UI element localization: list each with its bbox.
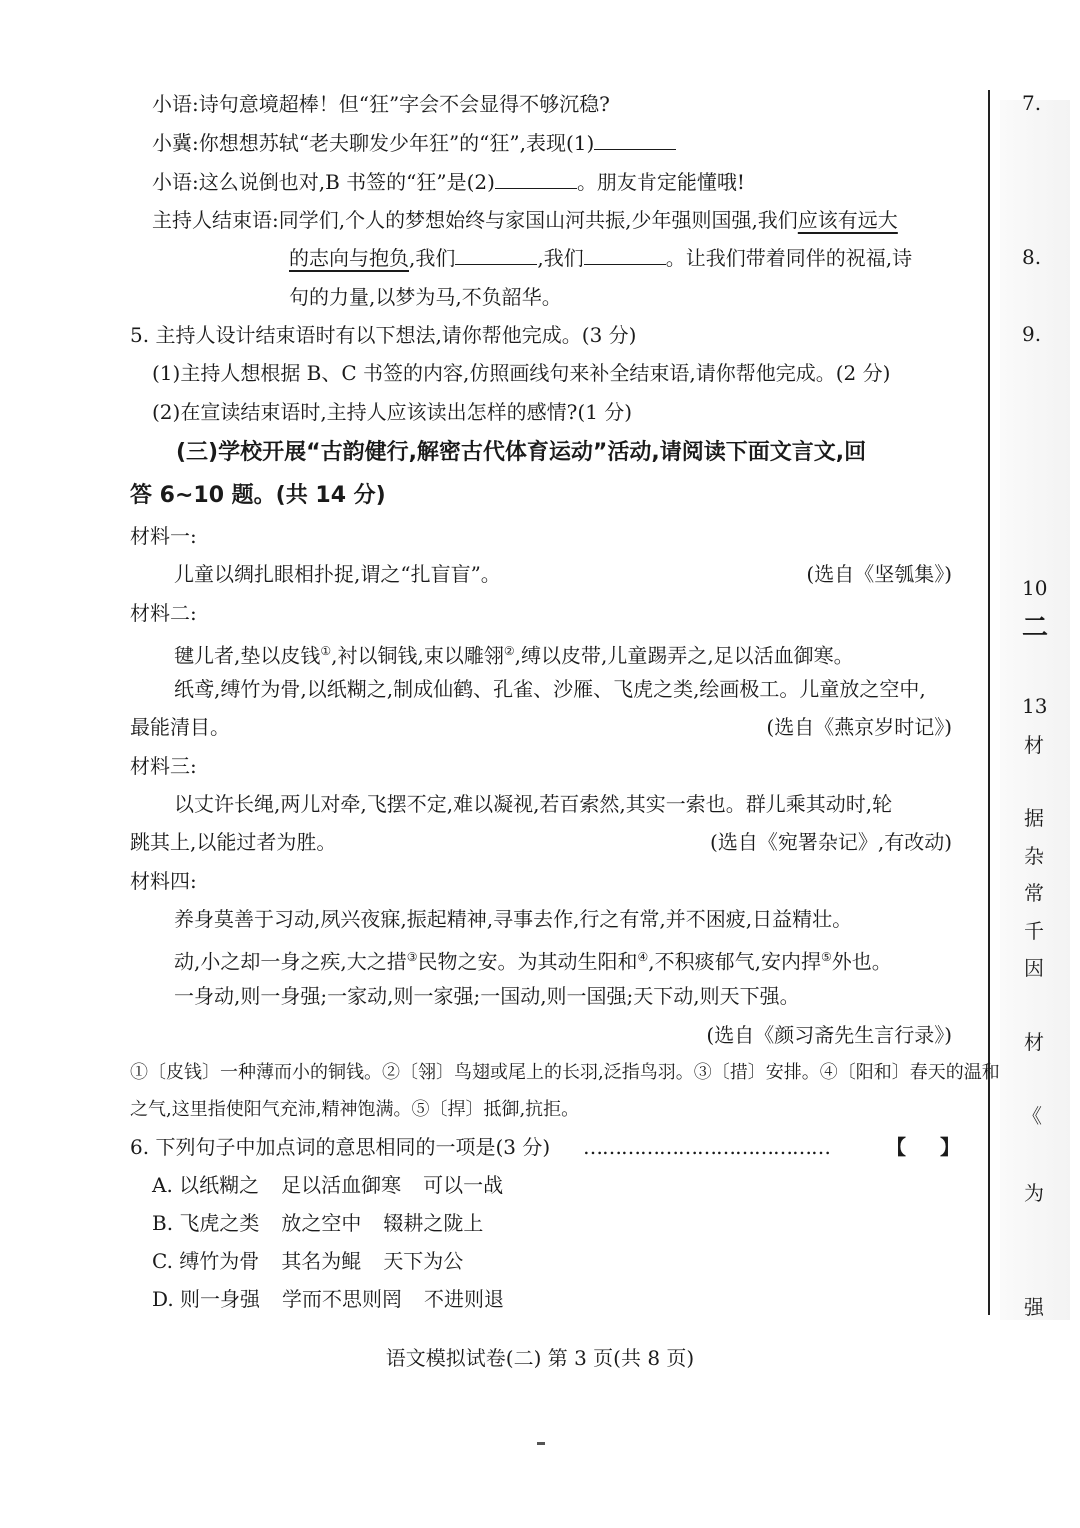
adjacent-char-9: 为 — [1024, 1181, 1044, 1205]
answer-blank-3[interactable] — [455, 244, 537, 265]
adjacent-q10: 10 — [1022, 576, 1048, 600]
material-1-label: 材料一: — [130, 524, 197, 548]
page-footer: 语文模拟试卷(二) 第 3 页(共 8 页) — [385, 1346, 695, 1370]
material-3-label: 材料三: — [130, 754, 197, 778]
answer-bracket-open[interactable]: 【 — [886, 1135, 906, 1159]
option-b-item-2: 放之空中 — [281, 1211, 362, 1235]
adjacent-char-5: 千 — [1024, 919, 1044, 943]
option-c[interactable] — [152, 1247, 463, 1275]
material-4-label: 材料四: — [130, 869, 197, 893]
footnote-mark-1: ① — [320, 644, 332, 658]
footnote-mark-5: ⑤ — [820, 950, 832, 964]
page-divider — [988, 90, 990, 1315]
material-4-source: (选自《颜习斋先生言行录》) — [706, 1023, 952, 1047]
section-3-heading-line-1: (三)学校开展“古韵健行,解密古代体育运动”活动,请阅读下面文言文,回 — [176, 440, 867, 465]
option-a-item-2: 足以活血御寒 — [281, 1173, 402, 1197]
annotations-line-2: 之气,这里指使阳气充沛,精神饱满。⑤〔捍〕抵御,抗拒。 — [130, 1099, 580, 1120]
annotations-line-1: ①〔皮钱〕一种薄而小的铜钱。②〔翎〕鸟翅或尾上的长羽,泛指鸟羽。③〔措〕安排。④〔阳和〕春天的温和 — [130, 1062, 1000, 1083]
dialogue-line-3 — [152, 168, 745, 196]
underlined-model-sentence-b: 的志向与抱负 — [289, 246, 409, 270]
question-5-title: 5. 主持人设计结束语时有以下想法,请你帮他完成。(3 分) — [130, 323, 637, 347]
option-d-item-1: D. 则一身强 — [152, 1287, 261, 1311]
material-4-line-1: 养身莫善于习动,夙兴夜寐,振起精神,寻事去作,行之有常,并不困疲,日益精壮。 — [174, 907, 853, 931]
option-d-item-2: 学而不思则罔 — [282, 1287, 403, 1311]
host-closing-line-3: 句的力量,以梦为马,不负韶华。 — [289, 285, 562, 309]
option-a-item-1: A. 以纸糊之 — [152, 1173, 260, 1197]
adjacent-q7: 7. — [1022, 91, 1042, 115]
material-2-label: 材料二: — [130, 601, 197, 625]
material-4-text-c: ,不积痰郁气,安内捍 — [648, 949, 821, 974]
material-1-source: (选自《坚瓠集》) — [806, 562, 952, 586]
material-4-text-d: 外也。 — [831, 949, 892, 974]
question-5-part-2: (2)在宣读结束语时,主持人应该读出怎样的感情?(1 分) — [152, 400, 633, 424]
material-2-line-2: 纸鸢,缚竹为骨,以纸糊之,制成仙鹤、孔雀、沙雁、飞虎之类,绘画极工。儿童放之空中, — [174, 677, 926, 701]
option-c-item-2: 其名为鲲 — [281, 1249, 362, 1273]
option-c-item-3: 天下为公 — [383, 1249, 464, 1273]
question-5-part-1: (1)主持人想根据 B、C 书签的内容,仿照画线句来补全结束语,请你帮他完成。(2 分) — [152, 361, 891, 385]
option-b-item-1: B. 飞虎之类 — [152, 1211, 260, 1235]
material-2-line-1 — [174, 637, 854, 670]
answer-blank-1[interactable] — [594, 129, 676, 150]
adjacent-char-1: 材 — [1024, 733, 1044, 757]
adjacent-char-6: 因 — [1024, 956, 1044, 980]
footnote-mark-3: ③ — [406, 950, 418, 964]
material-2-text-c: ,缚以皮带,儿童踢弄之,足以活血御寒。 — [514, 643, 854, 668]
host-closing-text: 主持人结束语:同学们,个人的梦想始终与家国山河共振,少年强则国强,我们 — [152, 208, 798, 232]
dialogue-line-3-text: 小语:这么说倒也对,B 书签的“狂”是(2) — [152, 170, 495, 194]
material-3-line-2: 跳其上,以能过者为胜。 — [130, 830, 337, 854]
adjacent-q9: 9. — [1022, 322, 1042, 346]
question-6-stem: 6. 下列句子中加点词的意思相同的一项是(3 分) — [130, 1135, 551, 1159]
host-closing-tail: 。让我们带着同伴的祝福,诗 — [665, 246, 913, 270]
adjacent-section-2: 二 — [1022, 613, 1049, 643]
material-3-line-1: 以丈许长绳,两儿对牵,飞摆不定,难以凝视,若百索然,其实一索也。群儿乘其动时,轮 — [174, 792, 893, 816]
question-6-leaders: ………………………………… — [583, 1135, 830, 1159]
host-closing-line-1 — [152, 206, 898, 234]
host-closing-we-1: ,我们 — [409, 246, 456, 270]
underlined-model-sentence-a: 应该有远大 — [797, 208, 898, 232]
option-c-item-1: C. 缚竹为骨 — [152, 1249, 260, 1273]
adjacent-char-10: 强 — [1024, 1295, 1044, 1319]
adjacent-char-8: 《 — [1022, 1104, 1042, 1128]
answer-bracket-close[interactable]: 】 — [940, 1135, 960, 1159]
answer-blank-2[interactable] — [495, 168, 577, 189]
material-2-text-b: ,衬以铜钱,束以雕翎 — [331, 643, 504, 668]
section-3-heading-line-2: 答 6~10 题。(共 14 分) — [130, 483, 386, 508]
adjacent-char-3: 杂 — [1024, 844, 1044, 868]
host-closing-we-2: ,我们 — [537, 246, 584, 270]
adjacent-q13: 13 — [1022, 694, 1048, 718]
option-b-item-3: 辍耕之陇上 — [383, 1211, 484, 1235]
adjacent-char-4: 常 — [1024, 881, 1044, 905]
material-4-line-2 — [174, 943, 892, 976]
material-4-text-a: 动,小之却一身之疾,大之措 — [174, 949, 407, 974]
material-3-source: (选自《宛署杂记》,有改动) — [710, 830, 952, 854]
option-a-item-3: 可以一战 — [423, 1173, 504, 1197]
material-1-text: 儿童以绸扎眼相扑捉,谓之“扎盲盲”。 — [174, 562, 501, 586]
adjacent-q8: 8. — [1022, 245, 1042, 269]
option-d-item-3: 不进则退 — [424, 1287, 505, 1311]
footnote-mark-4: ④ — [637, 950, 649, 964]
material-2-source: (选自《燕京岁时记》) — [766, 715, 952, 739]
dialogue-line-2 — [152, 129, 676, 157]
footnote-mark-2: ② — [503, 644, 515, 658]
dialogue-line-1: 小语:诗句意境超棒！但“狂”字会不会显得不够沉稳? — [152, 92, 610, 116]
option-b[interactable] — [152, 1209, 483, 1237]
material-4-line-3: 一身动,则一身强;一家动,则一家强;一国动,则一国强;天下动,则天下强。 — [174, 984, 800, 1008]
option-a[interactable] — [152, 1171, 503, 1199]
option-d[interactable] — [152, 1285, 504, 1313]
dialogue-line-3-tail: 。朋友肯定能懂哦! — [576, 170, 745, 194]
host-closing-line-2 — [289, 244, 912, 272]
adjacent-char-7: 材 — [1024, 1030, 1044, 1054]
answer-blank-4[interactable] — [584, 244, 666, 265]
scan-mark — [537, 1442, 545, 1445]
dialogue-line-2-text: 小冀:你想想苏轼“老夫聊发少年狂”的“狂”,表现(1) — [152, 131, 595, 155]
adjacent-char-2: 据 — [1024, 806, 1044, 830]
material-4-text-b: 民物之安。为其动生阳和 — [417, 949, 638, 974]
material-2-text-a: 毽儿者,垫以皮钱 — [174, 643, 321, 668]
material-2-line-3: 最能清目。 — [130, 715, 230, 739]
